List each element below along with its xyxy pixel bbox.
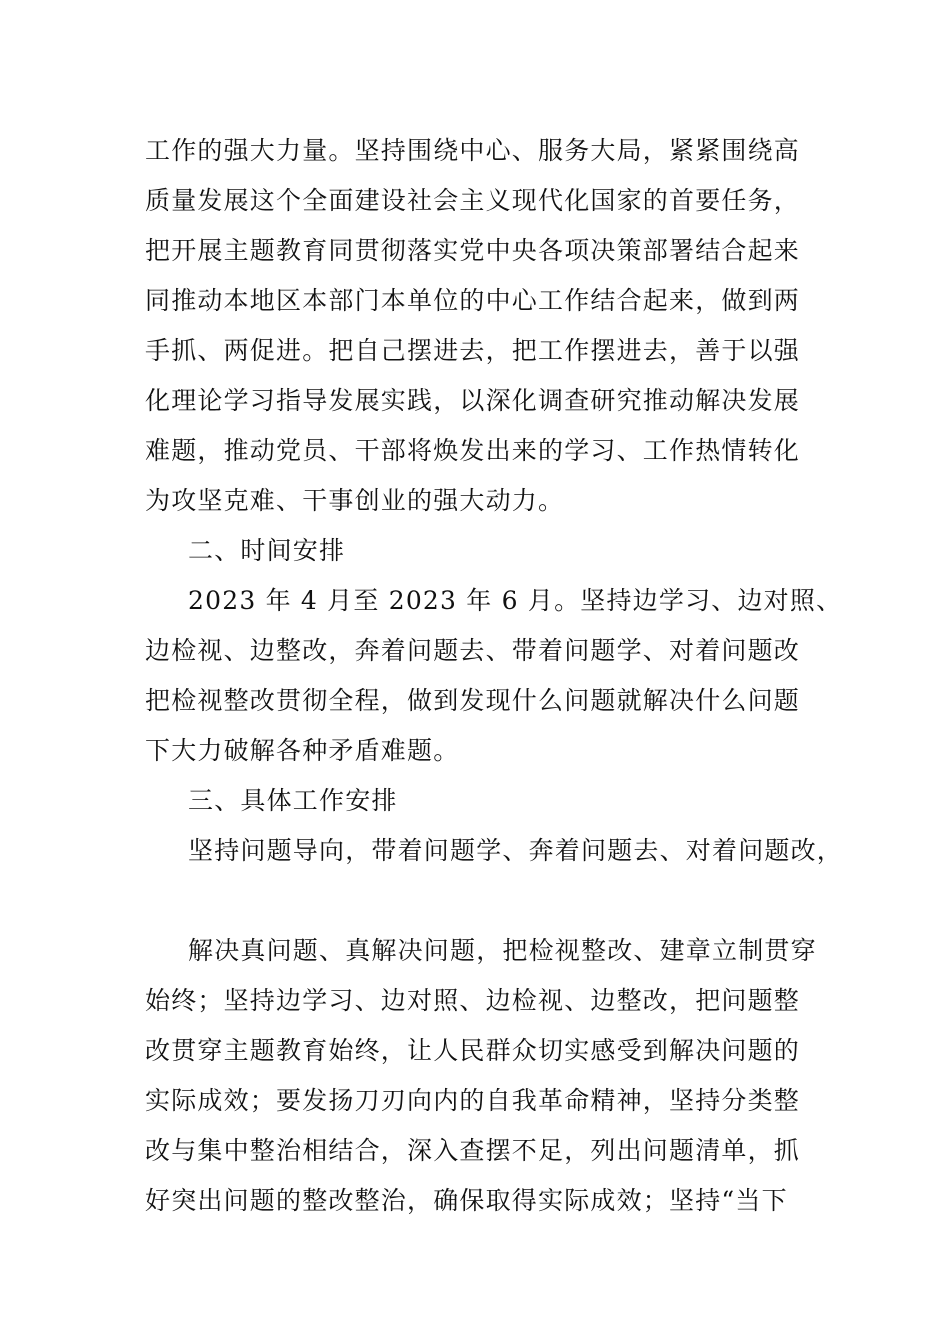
body-line: 化理论学习指导发展实践，以深化调查研究推动解决发展 bbox=[145, 386, 801, 415]
body-line: 边检视、边整改，奔着问题去、带着问题学、对着问题改 bbox=[145, 636, 801, 665]
body-line: 工作的强大力量。坚持围绕中心、服务大局，紧紧围绕高 bbox=[145, 136, 801, 165]
body-line: 改与集中整治相结合，深入查摆不足，列出问题清单，抓 bbox=[145, 1136, 801, 1165]
body-line: 解决真问题、真解决问题，把检视整改、建章立制贯穿 bbox=[188, 936, 817, 965]
body-line: 质量发展这个全面建设社会主义现代化国家的首要任务， bbox=[145, 186, 801, 215]
body-line: 好突出问题的整改整治，确保取得实际成效；坚持“当下 bbox=[145, 1186, 788, 1215]
body-line: 实际成效；要发扬刀刃向内的自我革命精神，坚持分类整 bbox=[145, 1086, 801, 1115]
section-heading-time: 二、时间安排 bbox=[188, 536, 346, 565]
body-line: 为攻坚克难、干事创业的强大动力。 bbox=[145, 486, 565, 515]
body-line: 坚持问题导向，带着问题学、奔着问题去、对着问题改， bbox=[188, 836, 844, 865]
body-line: 把检视整改贯彻全程，做到发现什么问题就解决什么问题 bbox=[145, 686, 801, 715]
body-line: 难题，推动党员、干部将焕发出来的学习、工作热情转化 bbox=[145, 436, 801, 465]
section-heading-work: 三、具体工作安排 bbox=[188, 786, 398, 815]
body-line: 同推动本地区本部门本单位的中心工作结合起来，做到两 bbox=[145, 286, 801, 315]
body-line: 2023 年 4 月至 2023 年 6 月。坚持边学习、边对照、 bbox=[188, 586, 843, 615]
body-line: 始终；坚持边学习、边对照、边检视、边整改，把问题整 bbox=[145, 986, 801, 1015]
body-line: 手抓、两促进。把自己摆进去，把工作摆进去，善于以强 bbox=[145, 336, 801, 365]
body-line: 把开展主题教育同贯彻落实党中央各项决策部署结合起来 bbox=[145, 236, 801, 265]
body-line: 下大力破解各种矛盾难题。 bbox=[145, 736, 460, 765]
body-line: 改贯穿主题教育始终，让人民群众切实感受到解决问题的 bbox=[145, 1036, 801, 1065]
